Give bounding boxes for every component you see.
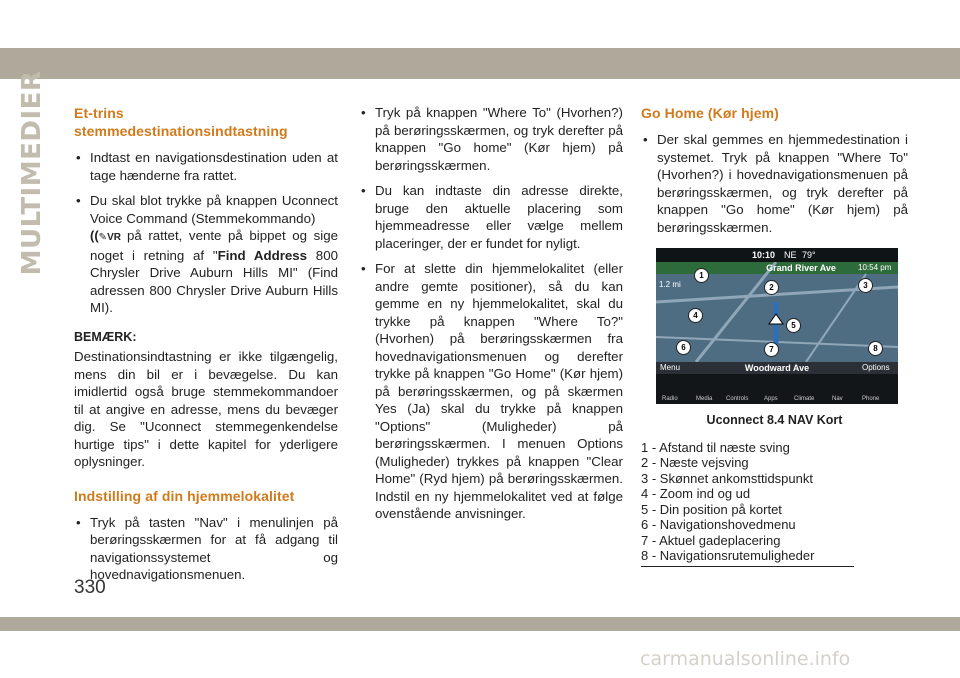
bullet-item: • Der skal gemmes en hjemmedestination i systemet. Tryk på knappen "Where To" (Hvorhen?) i hovednavigationsmenuen på berøringsskærmen, og tryk derefter på knappen "Go home" (Kør hjem) på berøringsskærmen. (641, 131, 908, 236)
legend-item: 8 - Navigationsrutemuligheder (641, 548, 815, 563)
heading-go-home: Go Home (Kør hjem) (641, 105, 779, 121)
legend-item: 1 - Afstand til næste sving (641, 439, 790, 455)
note-body: Destinationsindtastning er ikke tilgængelig, mens din bil er i bevægelse. Du kan imidlertid også bruge stemmekommandoer til at angive en adresse, mens du bevæger dig. Se "Uconnect stemmegenkendelse hurtige tips" i dette kapitel for yderligere oplysninger. (74, 349, 338, 469)
callout-7: 7 (764, 342, 779, 357)
page-number: 330 (74, 577, 106, 598)
bullet-item: • Tryk på tasten "Nav" i menulinjen på berøringsskærmen for at få adgang til navigationssystemet og hovednavigationsmenuen. (74, 514, 338, 584)
note-title: BEMÆRK: (74, 329, 137, 344)
status-bar: 10:10 NE 79° (656, 248, 898, 262)
legend-divider (641, 566, 854, 567)
figure-legend (641, 440, 908, 567)
bullet-item: • Du kan indtaste din adresse direkte, bruge den aktuelle placering som hjemmeadresse eller vælge mellem placeringer, der er fundet for nyligt. (359, 182, 623, 252)
column-2 (359, 104, 623, 531)
column-1 (74, 104, 338, 592)
bullet-item: • Tryk på knappen "Where To" (Hvorhen?) på berøringsskærmen, og tryk derefter på knappen "Go home" (Kør hjem) på berøringsskærmen. (359, 104, 623, 174)
column-3 (641, 104, 908, 567)
callout-1: 1 (694, 268, 709, 283)
nav-map-screenshot (656, 248, 898, 404)
legend-item: 2 - Næste vejsving (641, 455, 749, 470)
watermark: carmanualsonline.info (640, 648, 851, 670)
callout-2: 2 (764, 280, 779, 295)
bottom-band (0, 617, 960, 631)
callout-4: 4 (688, 308, 703, 323)
street-bar: Menu Woodward Ave Options (656, 362, 898, 374)
chapter-side-label: MULTIMEDIER (17, 70, 47, 276)
top-band (0, 48, 960, 79)
legend-item: 5 - Din position på kortet (641, 501, 782, 517)
callout-8: 8 (868, 341, 883, 356)
bullet-item: • Du skal blot trykke på knappen Uconnect Voice Command (Stemmekommando) ((✎VR på rattet, vente på bippet og sige noget i retning af "Find Address 800 Chrysler Drive Auburn Hills MI" (Find adressen 800 Chrysler Drive Auburn Hills MI). (74, 192, 338, 317)
callout-5: 5 (786, 318, 801, 333)
figure-caption: Uconnect 8.4 NAV Kort (706, 413, 843, 427)
legend-item: 7 - Aktuel gadeplacering (641, 532, 781, 548)
legend-item: 4 - Zoom ind og ud (641, 486, 751, 501)
map-view: Grand River Ave 10:54 pm 1.2 mi (656, 262, 898, 362)
bullet-item: • For at slette din hjemmelokalitet (eller andre gemte positioner), så du kan gemme en ny hjemmelokalitet, skal du trykke på knappen "Where To?" (Hvorhen) på berøringsskærmen fra hovednavigationsmenuen og derefter trykke på knappen "Go Home" (Kør hjem) på berøringsskærmen, og på skærmen Yes (Ja) skal du trykke på knappen "Options" (Muligheder) på berøringsskærmen. I menuen Options (Muligheder) trykkes på knappen "Clear Home" (Ryd hjem) på berøringsskærmen. Indstil en ny hjemmelokalitet ved at følge ovenstående anvisninger. (359, 260, 623, 523)
voice-command-icon: ((✎VR (90, 228, 121, 243)
bullet-item: • Indtast en navigationsdestination uden at tage hænderne fra rattet. (74, 149, 338, 184)
icon-bar: Radio Media Controls Apps Climate Nav Phone (656, 374, 898, 404)
legend-item: 6 - Navigationshovedmenu (641, 517, 796, 532)
callout-6: 6 (676, 340, 691, 355)
callout-3: 3 (858, 278, 873, 293)
heading-home-location: Indstilling af din hjemmelokalitet (74, 487, 295, 504)
heading-one-step-entry: Et-trins stemmedestinationsindtastning (74, 105, 288, 139)
legend-item: 3 - Skønnet ankomsttidspunkt (641, 470, 813, 486)
